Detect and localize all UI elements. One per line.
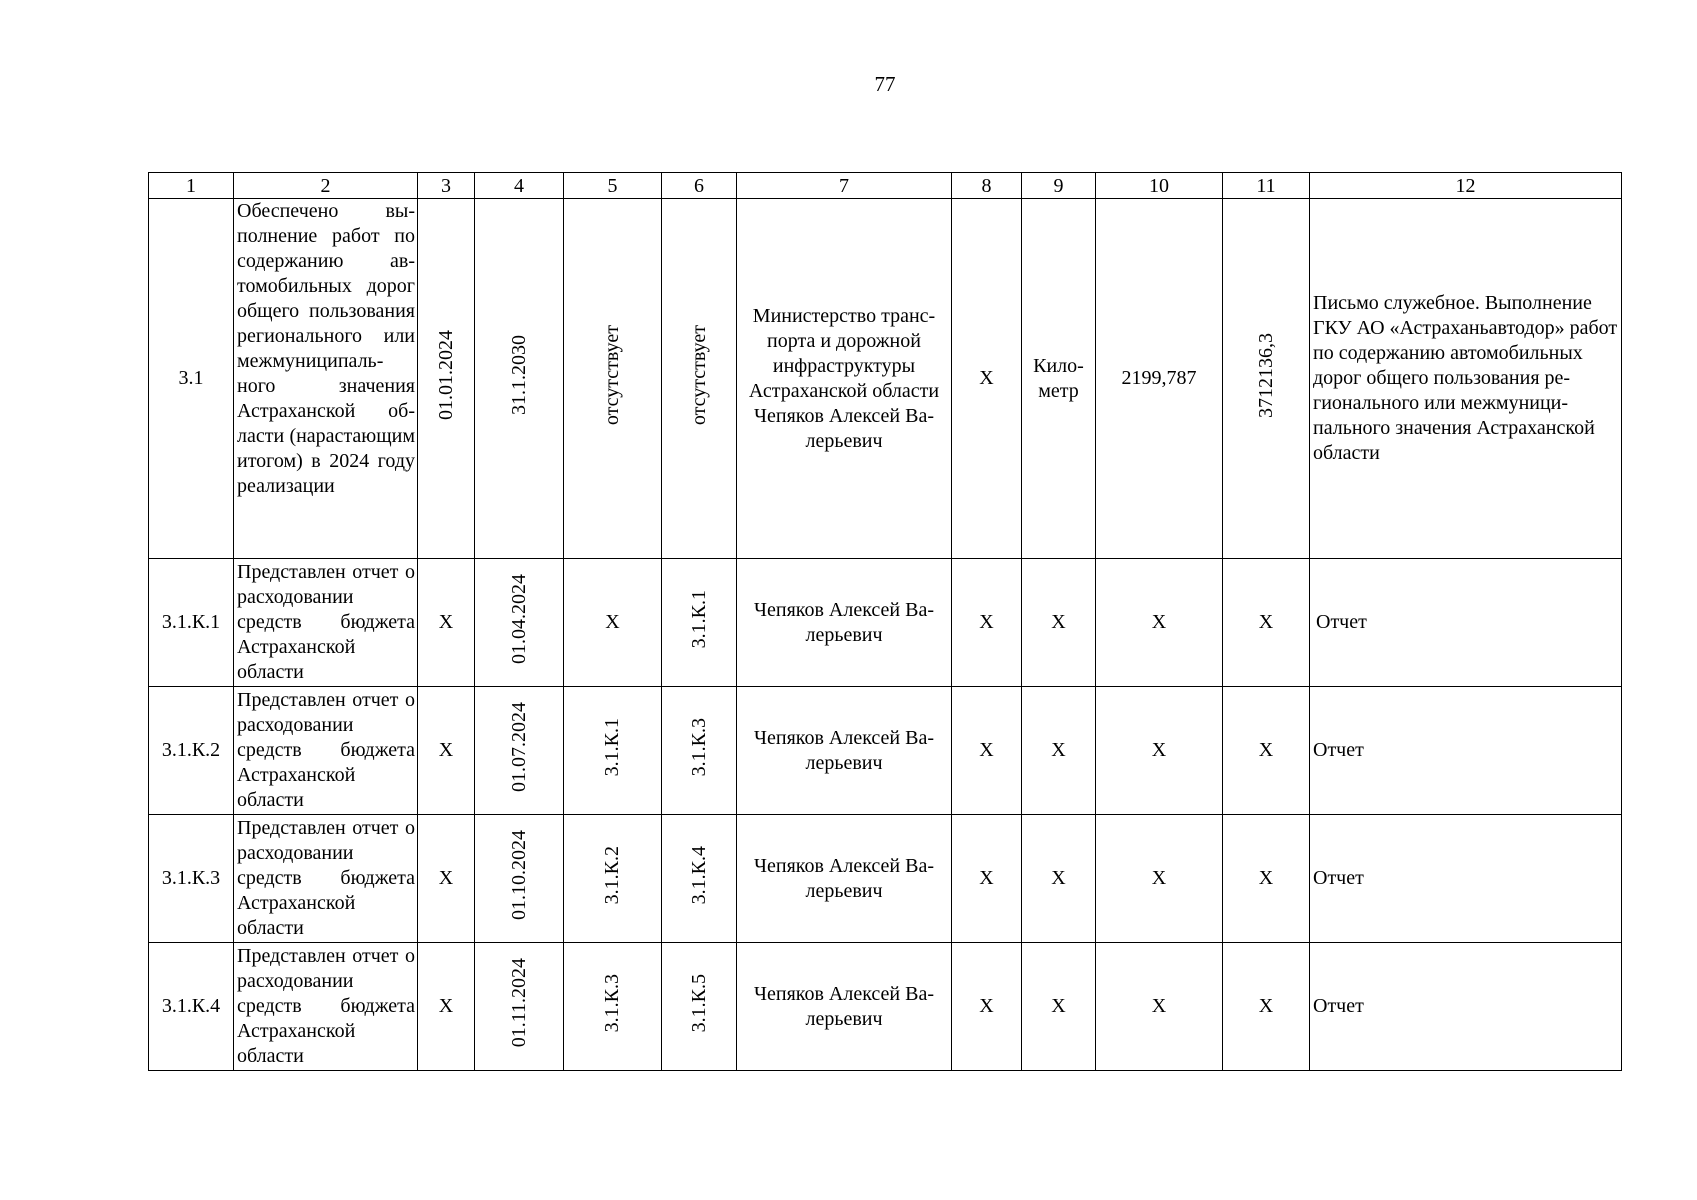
value: 2199,787 <box>1096 199 1223 559</box>
date-cell <box>475 815 564 943</box>
col8-value: Х <box>952 687 1022 815</box>
col9-value: Х <box>1022 687 1096 815</box>
unit: Километр <box>1022 199 1096 559</box>
col10-value: Х <box>1096 559 1223 687</box>
successor: отсутствует <box>687 324 710 426</box>
date: 01.07.2024 <box>507 702 530 792</box>
col10-value: Х <box>1096 943 1223 1071</box>
col10-value: Х <box>1096 815 1223 943</box>
col11-value: Х <box>1223 943 1310 1071</box>
row-number: 3.1.К.3 <box>149 815 234 943</box>
date: 01.10.2024 <box>507 830 530 920</box>
header-cell: 8 <box>952 173 1022 199</box>
end-date-cell <box>475 199 564 559</box>
header-cell: 9 <box>1022 173 1096 199</box>
page-number: 77 <box>874 72 896 96</box>
table-row <box>149 559 1622 687</box>
col10-value: Х <box>1096 687 1223 815</box>
successor-cell <box>662 815 737 943</box>
header-cell: 1 <box>149 173 234 199</box>
successor-cell <box>662 943 737 1071</box>
header-cell: 2 <box>234 173 418 199</box>
col11-value: Х <box>1223 687 1310 815</box>
successor: 3.1.К.1 <box>687 589 710 649</box>
result-description: Представлен отчет о расходовании средств бюджета Астраханской области <box>234 943 418 1071</box>
table-row <box>149 815 1622 943</box>
table-row <box>149 199 1622 559</box>
table-row <box>149 687 1622 815</box>
row-number: 3.1 <box>149 199 234 559</box>
predecessor-cell <box>564 687 662 815</box>
predecessor: Х <box>564 559 662 687</box>
document-type: Отчет <box>1310 559 1622 687</box>
header-row <box>149 173 1622 199</box>
result-description: Представлен отчет о расходовании средств бюджета Астраханской области <box>234 559 418 687</box>
col9-value: Х <box>1022 815 1096 943</box>
col9-value: Х <box>1022 559 1096 687</box>
col8-value: Х <box>952 199 1022 559</box>
header-cell: 7 <box>737 173 952 199</box>
responsible: Чепяков Алексей Валерьевич <box>737 943 952 1071</box>
successor: 3.1.К.3 <box>687 717 710 777</box>
result-description: Обеспечено выполнение работ по содержанию автомобильных дорог общего пользования регионального или межмуниципального значения Астраханской области (нарастающим итогом) в 2024 году реализации <box>234 199 418 559</box>
header-cell: 12 <box>1310 173 1622 199</box>
responsible: Чепяков Алексей Валерьевич <box>737 815 952 943</box>
col3-value: Х <box>418 943 475 1071</box>
col8-value: Х <box>952 559 1022 687</box>
document-type: Отчет <box>1310 943 1622 1071</box>
document-type: Отчет <box>1310 815 1622 943</box>
header-cell: 6 <box>662 173 737 199</box>
col3-value: Х <box>418 815 475 943</box>
predecessor: 3.1.К.2 <box>601 845 623 905</box>
date-cell <box>475 687 564 815</box>
start-date-cell <box>418 199 475 559</box>
result-description: Представлен отчет о расходовании средств бюджета Астраханской области <box>234 687 418 815</box>
predecessor-cell <box>564 199 662 559</box>
result-description: Представлен отчет о расходовании средств бюджета Астраханской области <box>234 815 418 943</box>
predecessor-cell <box>564 815 662 943</box>
date: 01.11.2024 <box>507 958 530 1048</box>
predecessor: отсутствует <box>601 324 623 426</box>
end-date: 31.1.2030 <box>507 335 530 415</box>
start-date: 01.01.2024 <box>434 330 457 420</box>
header-cell: 5 <box>564 173 662 199</box>
col3-value: Х <box>418 559 475 687</box>
document-type: Отчет <box>1310 687 1622 815</box>
predecessor: 3.1.К.3 <box>601 973 623 1033</box>
successor: 3.1.К.5 <box>687 973 710 1033</box>
col9-value: Х <box>1022 943 1096 1071</box>
responsible: Министерство транспорта и дорожной инфраструктуры Астраханской области Чепяков Алексей Валерьевич <box>737 199 952 559</box>
date-cell <box>475 559 564 687</box>
predecessor-cell <box>564 943 662 1071</box>
header-cell: 4 <box>475 173 564 199</box>
row-number: 3.1.К.1 <box>149 559 234 687</box>
responsible: Чепяков Алексей Валерьевич <box>737 687 952 815</box>
amount-cell <box>1223 199 1310 559</box>
table-row <box>149 943 1622 1071</box>
col3-value: Х <box>418 687 475 815</box>
header-cell: 11 <box>1223 173 1310 199</box>
col11-value: Х <box>1223 559 1310 687</box>
header-cell: 3 <box>418 173 475 199</box>
row-number: 3.1.К.4 <box>149 943 234 1071</box>
date: 01.04.2024 <box>507 574 530 664</box>
col11-value: Х <box>1223 815 1310 943</box>
successor-cell <box>662 199 737 559</box>
header-cell: 10 <box>1096 173 1223 199</box>
predecessor: 3.1.К.1 <box>601 717 623 777</box>
responsible: Чепяков Алексей Валерьевич <box>737 559 952 687</box>
amount: 3712136,3 <box>1254 332 1277 418</box>
plan-table <box>148 172 1622 1071</box>
col8-value: Х <box>952 815 1022 943</box>
col8-value: Х <box>952 943 1022 1071</box>
row-number: 3.1.К.2 <box>149 687 234 815</box>
document-type: Письмо служебное. Выполнение ГКУ АО «Астраханьавтодор» работ по содержанию автомобильных дорог общего пользования регионального или межмуниципального значения Астраханской области <box>1310 199 1622 559</box>
successor-cell <box>662 559 737 687</box>
successor-cell <box>662 687 737 815</box>
date-cell <box>475 943 564 1071</box>
successor: 3.1.К.4 <box>687 845 710 905</box>
